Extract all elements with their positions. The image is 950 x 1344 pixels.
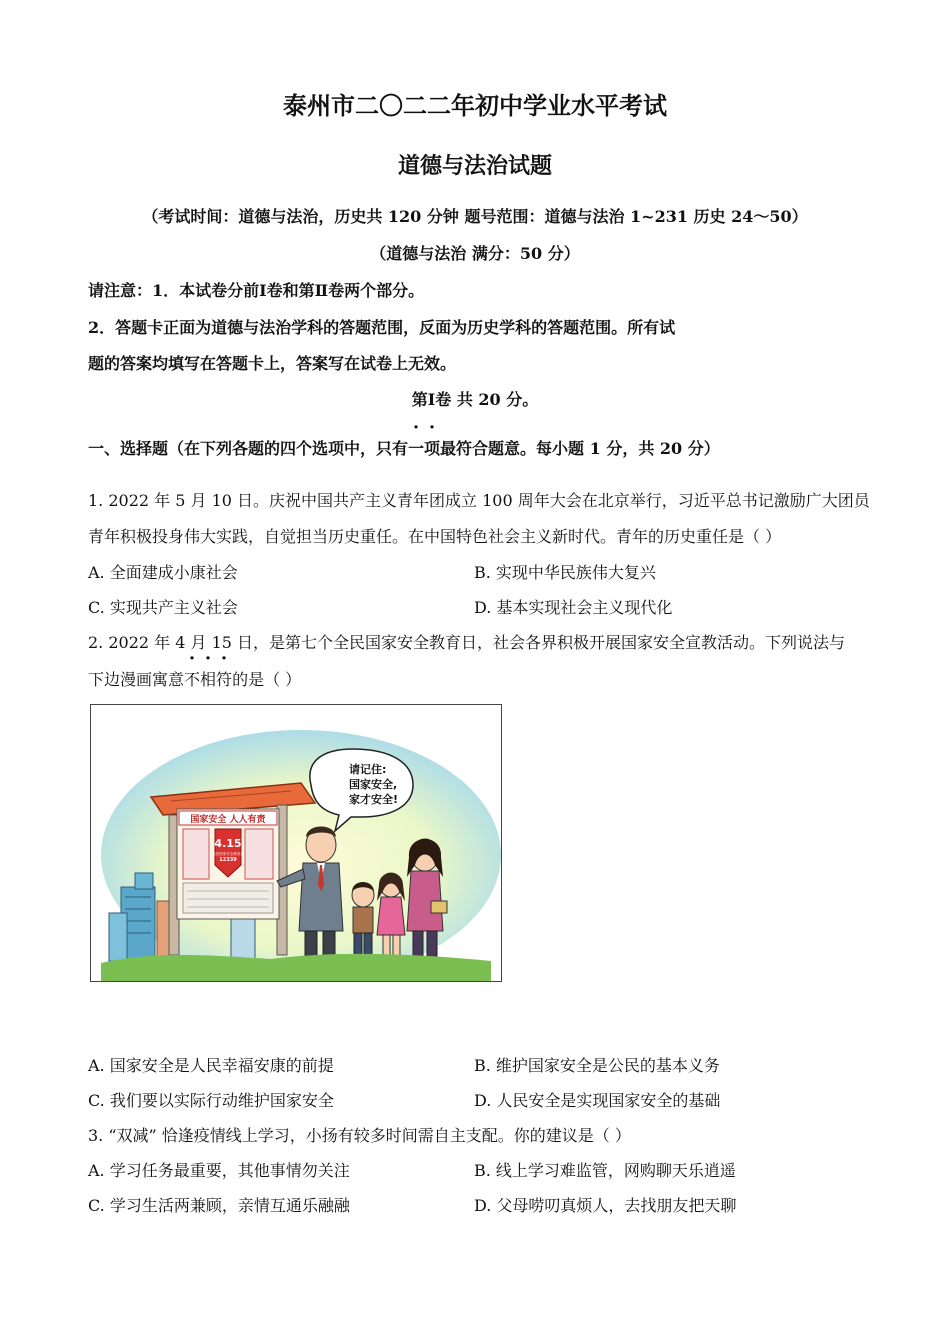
emphasis-dot-char: 相 xyxy=(200,670,217,689)
emphasis-dot-char: 一 xyxy=(408,439,425,458)
question-3-option-a: A. 学习任务最重要，其他事情勿关注 xyxy=(88,1161,350,1180)
bubble-line-1: 请记住: xyxy=(349,763,387,776)
question-3-option-b: B. 线上学习难监管，网购聊天乐逍遥 xyxy=(474,1161,736,1180)
question-3-line-1: 3. “双减” 恰逢疫情线上学习，小扬有较多时间需自主支配。你的建议是（ ） xyxy=(88,1126,631,1145)
poster-small-text: 全民国家安全教育日 xyxy=(212,852,244,856)
poster-number: 12339 xyxy=(219,857,237,863)
bubble-line-3: 家才安全! xyxy=(349,793,399,806)
question-2-line-2-pre: 下边漫画寓意 xyxy=(88,670,185,689)
question-2-line-2-post: 的是（ ） xyxy=(232,670,302,689)
poster-date: 4.15 xyxy=(214,837,242,850)
score-info: （道德与法治 满分：50 分） xyxy=(370,244,580,263)
notice-1: 请注意：1．本试卷分前Ⅰ卷和第Ⅱ卷两个部分。 xyxy=(88,281,425,300)
question-1-option-d: D. 基本实现社会主义现代化 xyxy=(474,598,673,617)
question-1-option-a: A. 全面建成小康社会 xyxy=(88,563,238,582)
page-subtitle: 道德与法治试题 xyxy=(397,153,552,179)
emphasis-dot-char: 符 xyxy=(216,670,233,689)
question-2-option-b: B. 维护国家安全是公民的基本义务 xyxy=(474,1056,720,1075)
cartoon-illustration xyxy=(91,705,501,981)
section-heading-pre: 一、选择题（在下列各题的四个选项中，只有 xyxy=(88,439,409,458)
notice-2a: 2．答题卡正面为道德与法治学科的答题范围，反面为历史学科的答题范围。所有试 xyxy=(88,318,676,337)
section-heading xyxy=(88,436,720,459)
question-2-line-2 xyxy=(88,667,301,690)
emphasis-dot-char: 项 xyxy=(424,439,441,458)
page-title: 泰州市二〇二二年初中学业水平考试 xyxy=(283,91,667,120)
question-2-option-c: C. 我们要以实际行动维护国家安全 xyxy=(88,1091,334,1110)
notice-2b: 题的答案均填写在答题卡上，答案写在试卷上无效。 xyxy=(88,354,457,373)
part-title: 第Ⅰ卷 共 20 分。 xyxy=(411,390,539,409)
question-2-option-a: A. 国家安全是人民幸福安康的前提 xyxy=(88,1056,334,1075)
question-2-option-d: D. 人民安全是实现国家安全的基础 xyxy=(474,1091,721,1110)
question-2-line-1: 2. 2022 年 4 月 15 日，是第七个全民国家安全教育日，社会各界积极开展国家安全宣教活动。下列说法与 xyxy=(88,633,846,652)
section-heading-post: 最符合题意。每小题 1 分，共 20 分） xyxy=(440,439,720,458)
question-1-option-c: C. 实现共产主义社会 xyxy=(88,598,238,617)
question-3-option-c: C. 学习生活两兼顾，亲情互通乐融融 xyxy=(88,1196,350,1215)
board-title: 国家安全 人人有责 xyxy=(190,815,266,825)
question-1-option-b: B. 实现中华民族伟大复兴 xyxy=(474,563,656,582)
national-security-cartoon xyxy=(90,704,502,982)
question-1-line-1: 1. 2022 年 5 月 10 日。庆祝中国共产主义青年团成立 100 周年大会在北京举行，习近平总书记激励广大团员 xyxy=(88,491,870,510)
bubble-line-2: 国家安全, xyxy=(349,778,398,791)
question-1-line-2: 青年积极投身伟大实践，自觉担当历史重任。在中国特色社会主义新时代。青年的历史重任是（ ） xyxy=(88,527,782,546)
grass-ground xyxy=(101,954,491,981)
exam-info: （考试时间：道德与法治，历史共 120 分钟 题号范围：道德与法治 1~231 历史 24～50） xyxy=(142,207,808,226)
question-3-option-d: D. 父母唠叨真烦人，去找朋友把天聊 xyxy=(474,1196,737,1215)
emphasis-dot-char: 不 xyxy=(184,670,201,689)
